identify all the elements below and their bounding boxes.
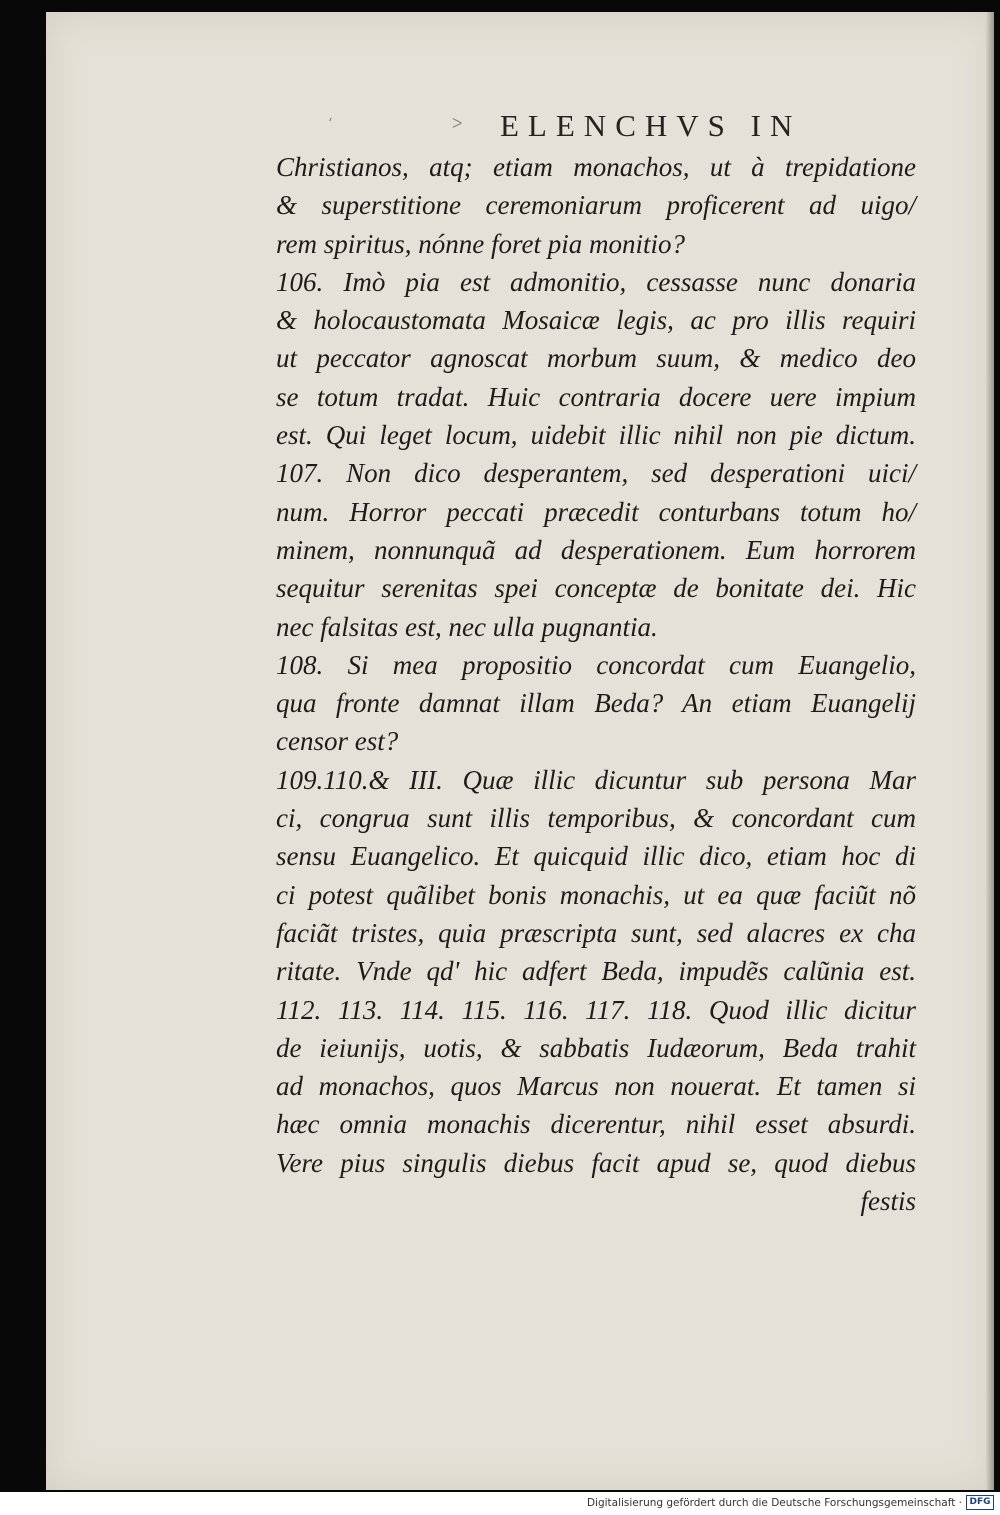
text-line: sensu Euangelico. Et quicquid illic dico, etiam hoc di (276, 841, 916, 872)
text-line: Christianos, atq; etiam monachos, ut à trepidatione (276, 152, 916, 182)
text-line: hæc omnia monachis dicerentur, nihil esset absurdi. (276, 1109, 916, 1140)
text-line: num. Horror peccati præcedit conturbans totum ho/ (276, 496, 916, 527)
text-line: est. Qui leget locum, uidebit illic nihil non pie dictum. (276, 420, 916, 451)
text-line: & superstitione ceremoniarum proficerent ad uigo/ (276, 190, 916, 221)
text-line: qua fronte damnat illam Beda? An etiam Euangelij (276, 688, 916, 719)
text-line: se totum tradat. Huic contraria docere uere impium (276, 381, 916, 412)
text-line: Vere pius singulis diebus facit apud se, quod diebus (276, 1147, 916, 1178)
text-line: ci potest quãlibet bonis monachis, ut ea quæ faciũt nõ (276, 879, 916, 910)
text-line: 112. 113. 114. 115. 116. 117. 118. Quod illic dicitur (276, 994, 916, 1025)
digitization-footer (0, 1492, 1000, 1515)
text-line: 109.110.& III. Quæ illic dicuntur sub persona Mar (276, 764, 916, 795)
text-line: & holocaustomata Mosaicæ legis, ac pro illis requiri (276, 305, 916, 336)
text-line: ritate. Vnde qd' hic adfert Beda, impudẽs calũnia est. (276, 956, 916, 987)
text-line: 107. Non dico desperantem, sed desperationi uici/ (276, 458, 916, 489)
body-text (276, 148, 916, 1220)
text-line: de ieiunijs, uotis, & sabbatis Iudæorum, Beda trahit (276, 1032, 916, 1063)
text-line: nec falsitas est, nec ulla pugnantia. (276, 611, 658, 642)
text-line: 106. Imò pia est admonitio, cessasse nunc donaria (276, 266, 916, 297)
catchword: festis (860, 1186, 916, 1217)
text-line: ut peccator agnoscat morbum suum, & medico deo (276, 343, 916, 374)
text-line: faciãt tristes, quia præscripta sunt, sed alacres ex cha (276, 917, 916, 948)
text-line: minem, nonnunquã ad desperationem. Eum horrorem (276, 534, 916, 565)
dfg-logo-icon: DFG (966, 1495, 994, 1510)
text-line: rem spiritus, nónne foret pia monitio? (276, 228, 685, 259)
text-line: 108. Si mea propositio concordat cum Euangelio, (276, 649, 916, 680)
running-head: ELENCHVS IN (500, 108, 802, 143)
text-line: censor est? (276, 726, 399, 757)
text-line: ad monachos, quos Marcus non nouerat. Et tamen si (276, 1071, 916, 1102)
text-line: sequitur serenitas spei conceptæ de bonitate dei. Hic (276, 573, 916, 604)
book-page: ʻ ᐳ ELENCHVS IN (46, 12, 994, 1490)
text-line: ci, congrua sunt illis temporibus, & concordant cum (276, 803, 916, 834)
footer-credit: Digitalisierung gefördert durch die Deutsche Forschungsgemeinschaft · (586, 1497, 962, 1509)
